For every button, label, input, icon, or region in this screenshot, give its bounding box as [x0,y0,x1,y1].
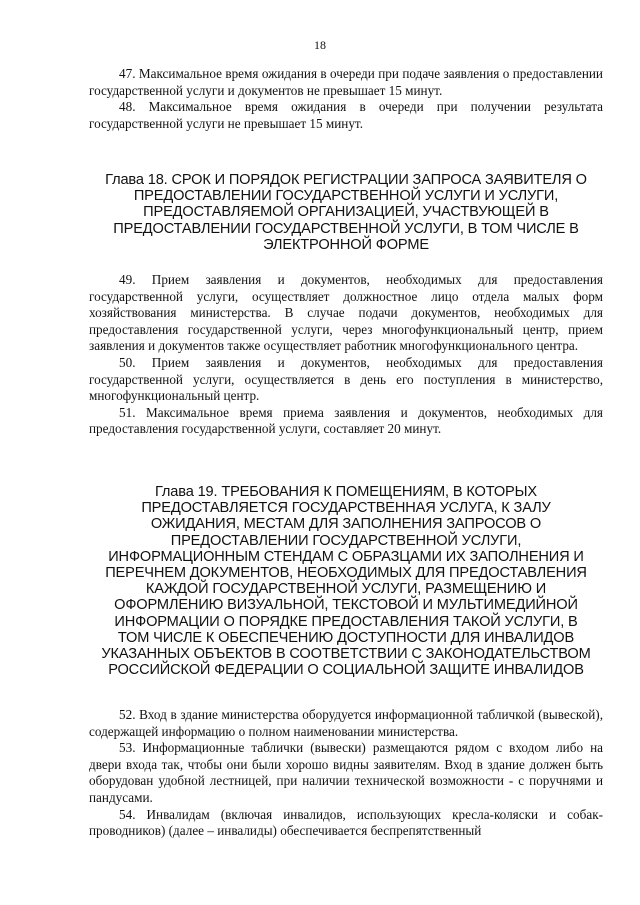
chapter-19-heading-line: ИНФОРМАЦИИ О ПОРЯДКЕ ПРЕДОСТАВЛЕНИЯ ТАКОЙ УСЛУГИ, В [114,613,578,630]
chapter-19-heading-line: Глава 19. ТРЕБОВАНИЯ К ПОМЕЩЕНИЯМ, В КОТОРЫХ [155,484,537,500]
chapter-19-heading [89,484,603,678]
chapter-19-heading-line: ТОМ ЧИСЛЕ К ОБЕСПЕЧЕНИЮ ДОСТУПНОСТИ ДЛЯ ИНВАЛИДОВ [117,629,575,646]
chapter-19-heading-line: КАЖДОЙ ГОСУДАРСТВЕННОЙ УСЛУГИ, РАЗМЕЩЕНИЮ И [145,581,547,598]
chapter-19-heading-line: УКАЗАННЫХ ОБЪЕКТОВ В СООТВЕТСТВИИ С ЗАКОНОДАТЕЛЬСТВОМ [101,646,591,663]
chapter-19-heading-line: ПРЕДОСТАВЛЯЕТСЯ ГОСУДАРСТВЕННАЯ УСЛУГА, К ЗАЛУ [141,500,551,517]
text-block-2 [89,272,603,438]
chapter-18-heading-line: ПРЕДОСТАВЛЕНИИ ГОСУДАРСТВЕННОЙ УСЛУГИ И УСЛУГИ, [133,188,559,205]
chapter-18-heading-line: ЭЛЕКТРОННОЙ ФОРМЕ [263,236,429,253]
chapter-18-heading-line: ПРЕДОСТАВЛЯЕМОЙ ОРГАНИЗАЦИЕЙ, УЧАСТВУЮЩЕЙ В [143,204,549,221]
chapter-19-heading-line: ОФОРМЛЕНИЮ ВИЗУАЛЬНОЙ, ТЕКСТОВОЙ И МУЛЬТИМЕДИЙНОЙ [114,597,578,614]
paragraph-54: 54. Инвалидам (включая инвалидов, использующих кресла-коляски и собак-проводников) (далее – инвалиды) обеспечивается беспрепятственный [89,806,603,839]
chapter-19-heading-line: ПЕРЕЧНЕМ ДОКУМЕНТОВ, НЕОБХОДИМЫХ ДЛЯ ПРЕДОСТАВЛЕНИЯ [105,565,587,582]
paragraph-53: 53. Информационные таблички (вывески) размещаются рядом с входом либо на двери входа так, чтобы они были хорошо видны заявителям. Вход в здание должен быть оборудован удобной лестницей, при наличии технической возможности - с поручнями и пандусами. [89,740,603,805]
chapter-19-heading-line: ОЖИДАНИЯ, МЕСТАМ ДЛЯ ЗАПОЛНЕНИЯ ЗАПРОСОВ О [150,516,542,533]
paragraph-51: 51. Максимальное время приема заявления и документов, необходимых для предоставления государственной услуги, составляет 20 минут. [89,404,603,437]
chapter-19-heading-line: ИНФОРМАЦИОННЫМ СТЕНДАМ С ОБРАЗЦАМИ ИХ ЗАПОЛНЕНИЯ И [108,548,584,565]
paragraph-52: 52. Вход в здание министерства оборудуется информационной табличкой (вывеской), содержащей информацию о полном наименовании министерства. [89,707,603,739]
chapter-18-heading-line: ПРЕДОСТАВЛЕНИИ ГОСУДАРСТВЕННОЙ УСЛУГИ, В ТОМ ЧИСЛЕ В [113,220,579,237]
text-block-1 [89,66,603,132]
paragraph-50: 50. Прием заявления и документов, необходимых для предоставления государственной услуги, осуществляется в день его поступления в министерство, многофункциональный центр. [89,354,603,404]
chapter-18-heading-line: Глава 18. СРОК И ПОРЯДОК РЕГИСТРАЦИИ ЗАПРОСА ЗАЯВИТЕЛЯ О [105,172,587,188]
chapter-19-heading-line: ПРЕДОСТАВЛЕНИИ ГОСУДАРСТВЕННОЙ УСЛУГИ, [170,532,522,549]
chapter-18-heading [89,172,603,253]
chapter-19-heading-line: РОССИЙСКОЙ ФЕДЕРАЦИИ О СОЦИАЛЬНОЙ ЗАЩИТЕ ИНВАЛИДОВ [108,662,584,679]
paragraph-49: 49. Прием заявления и документов, необходимых для предоставления государственной услуги, осуществляет должностное лицо отдела малых форм хозяйствования министерства. В случае подачи документов, необходимых для предоставления государственной услуги, через многофункциональный центр, прием заявления и документов также осуществляет работник многофункционального центра. [89,272,603,354]
paragraph-48: 48. Максимальное время ожидания в очереди при получении результата государственной услуги не превышает 15 минут. [89,99,603,131]
text-block-3 [89,707,603,840]
paragraph-47: 47. Максимальное время ожидания в очереди при подаче заявления о предоставлении государственной услуги и документов не превышает 15 минут. [89,66,603,98]
page-number: 18 [314,38,326,52]
